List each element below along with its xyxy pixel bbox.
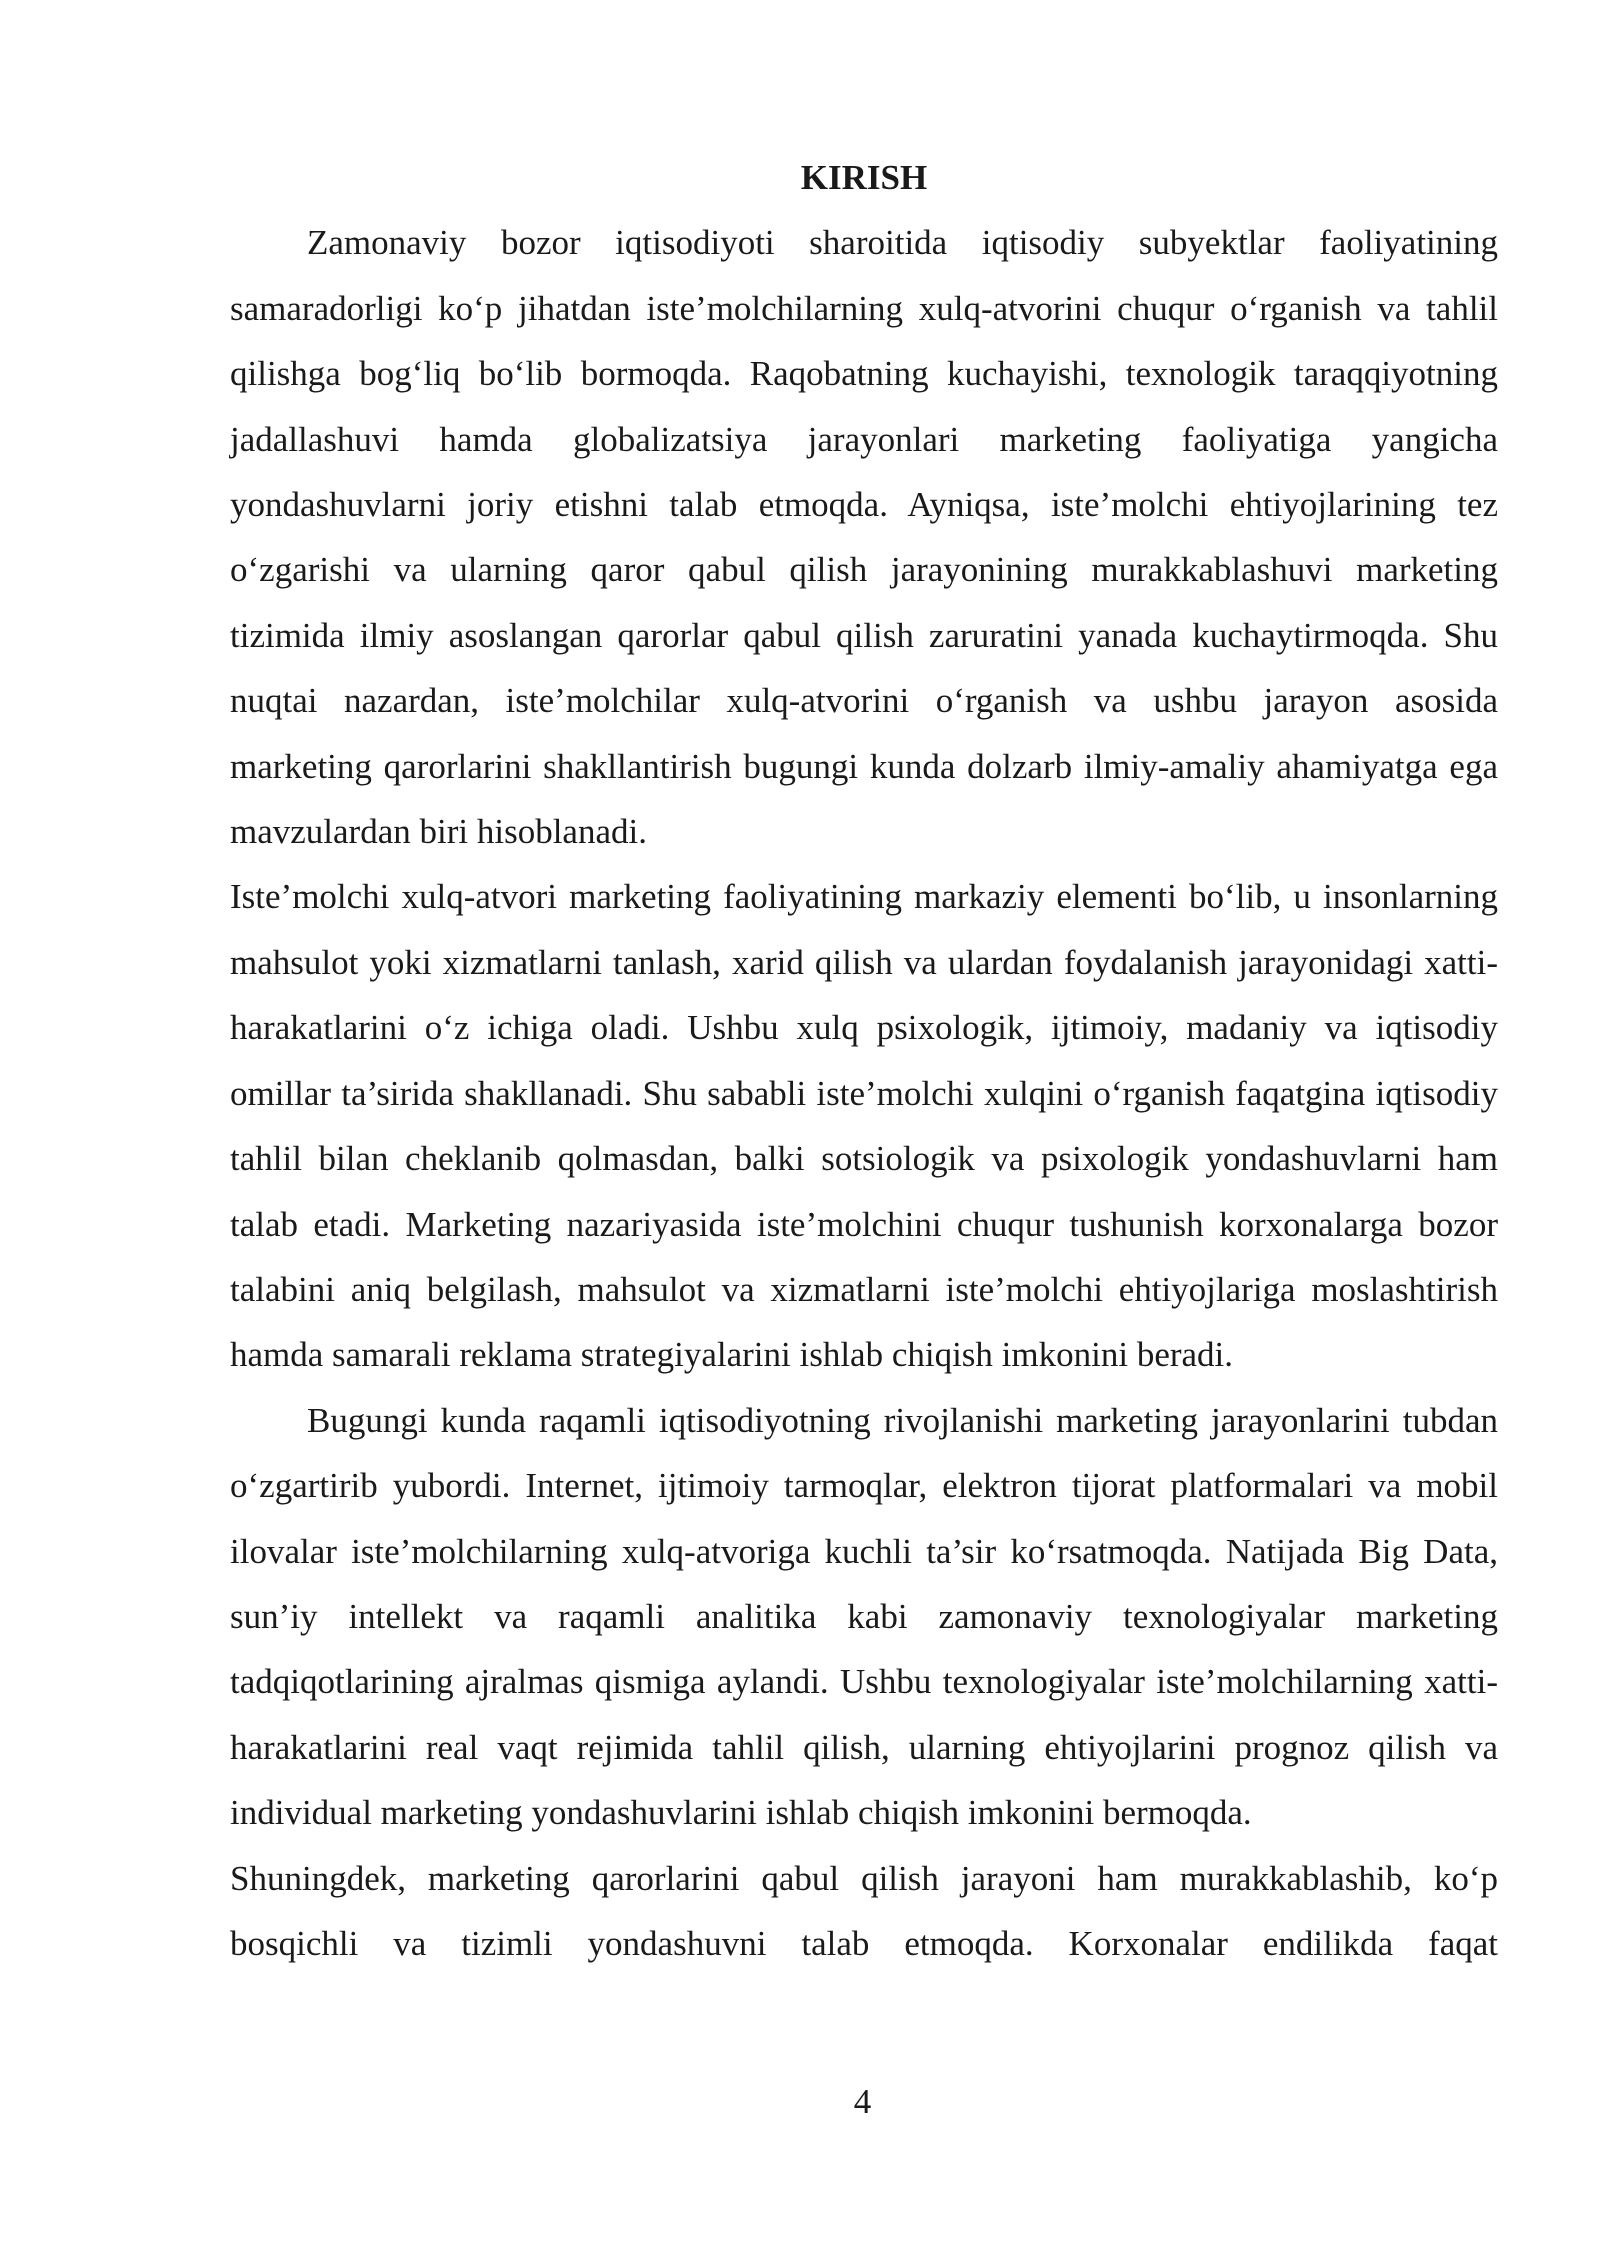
paragraph-1: Zamonaviy bozor iqtisodiyoti sharoitida iqtisodiy subyektlar faoliyatining samaradorligi ko‘p jihatdan iste’molchilarning xulq-atvorini chuqur o‘rganish va tahlil qilishga bog‘liq bo‘lib bormoqda. Raqobatning kuchayishi, texnologik taraqqiyotning jadallashuvi hamda globalizatsiya jarayonlari marketing faoliyatiga yangicha yondashuvlarni joriy etishni talab etmoqda. Ayniqsa, iste’molchi ehtiyojlarining tez o‘zgarishi va ularning qaror qabul qilish jarayonining murakkablashuvi marketing tizimida ilmiy asoslangan qarorlar qabul qilish zaruratini yanada kuchaytirmoqda. Shu nuqtai nazardan, iste’molchilar xulq-atvorini o‘rganish va ushbu jarayon asosida marketing qarorlarini shakllantirish bugungi kunda dolzarb ilmiy-amaliy ahamiyatga ega mavzulardan biri hisoblanadi.	[230, 223, 1498, 852]
document-body	[230, 145, 1498, 1976]
paragraph-4: Shuningdek, marketing qarorlarini qabul qilish jarayoni ham murakkablashib, ko‘p bosqichli va tizimli yondashuvni talab etmoqda. Korxonalar endilikda faqat	[230, 1858, 1498, 1963]
page-number: 4	[853, 2082, 872, 2121]
section-title: KIRISH	[800, 158, 928, 197]
paragraph-2: Iste’molchi xulq-atvori marketing faoliyatining markaziy elementi bo‘lib, u insonlarning mahsulot yoki xizmatlarni tanlash, xarid qilish va ulardan foydalanish jarayonidagi xatti-harakatlarini o‘z ichiga oladi. Ushbu xulq psixologik, ijtimoiy, madaniy va iqtisodiy omillar ta’sirida shakllanadi. Shu sababli iste’molchi xulqini o‘rganish faqatgina iqtisodiy tahlil bilan cheklanib qolmasdan, balki sotsiologik va psixologik yondashuvlarni ham talab etadi. Marketing nazariyasida iste’molchini chuqur tushunish korxonalarga bozor talabini aniq belgilash, mahsulot va xizmatlarni iste’molchi ehtiyojlariga moslashtirish hamda samarali reklama strategiyalarini ishlab chiqish imkonini beradi.	[230, 877, 1498, 1375]
paragraph-3: Bugungi kunda raqamli iqtisodiyotning rivojlanishi marketing jarayonlarini tubdan o‘zgartirib yubordi. Internet, ijtimoiy tarmoqlar, elektron tijorat platformalari va mobil ilovalar iste’molchilarning xulq-atvoriga kuchli ta’sir ko‘rsatmoqda. Natijada Big Data, sun’iy intellekt va raqamli analitika kabi zamonaviy texnologiyalar marketing tadqiqotlarining ajralmas qismiga aylandi. Ushbu texnologiyalar iste’molchilarning xatti-harakatlarini real vaqt rejimida tahlil qilish, ularning ehtiyojlarini prognoz qilish va individual marketing yondashuvlarini ishlab chiqish imkonini bermoqda.	[230, 1400, 1498, 1833]
